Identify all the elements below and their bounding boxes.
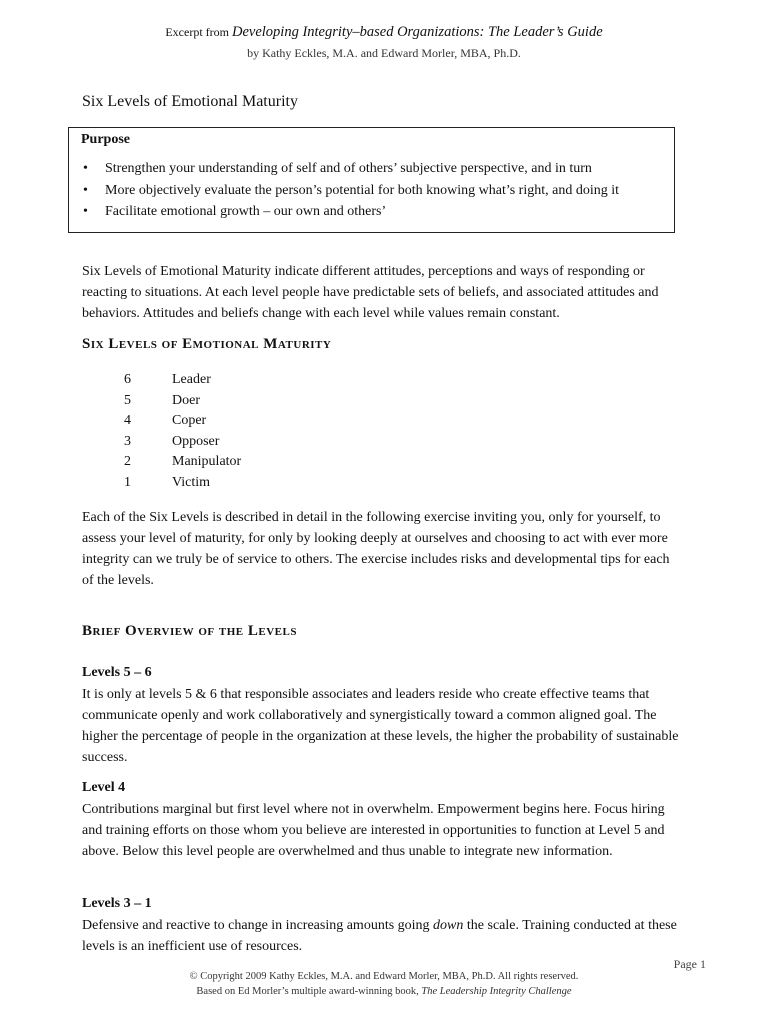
section-text-part: Defensive and reactive to change in increasing amounts going bbox=[82, 918, 434, 933]
section-text-part: the scale. Training conducted at these levels is an inefficient use of resources. bbox=[82, 918, 677, 954]
section-text-levels-5-6: It is only at levels 5 & 6 that responsible associates and leaders reside who create effective teams that communicate openly and work collaboratively and synergistically toward a common aligned goal. The higher the percentage of people in the organization at these levels, the higher the probability of sustainable success. bbox=[82, 687, 679, 765]
purpose-box bbox=[68, 127, 675, 233]
level-row bbox=[124, 473, 241, 494]
level-number: 4 bbox=[124, 413, 131, 429]
section-text-levels-3-1 bbox=[82, 915, 682, 957]
level-name: Leader bbox=[172, 372, 211, 387]
overview-heading: Brief Overview of the Levels bbox=[82, 623, 297, 639]
footer-based-on-prefix: Based on Ed Morler’s multiple award-winning book, bbox=[196, 986, 422, 997]
purpose-item bbox=[81, 158, 662, 180]
purpose-item-text: More objectively evaluate the person’s potential for both knowing what’s right, and doing it bbox=[105, 182, 620, 198]
section-heading-levels-3-1: Levels 3 – 1 bbox=[82, 896, 152, 911]
level-number: 2 bbox=[124, 454, 131, 470]
level-number: 6 bbox=[124, 372, 131, 387]
footer-copyright: © Copyright 2009 Kathy Eckles, M.A. and Edward Morler, MBA, Ph.D. All rights reserved. bbox=[189, 971, 579, 982]
bullet-icon: • bbox=[83, 204, 88, 219]
section-text-level-4: Contributions marginal but first level where not in overwhelm. Empowerment begins here. Focus hiring and training efforts on those whom you believe are interested in opportunities to function at Level 5 and above. Below this level people are overwhelmed and thus unable to integrate new information. bbox=[82, 802, 665, 859]
header-prefix: Excerpt from bbox=[165, 25, 229, 39]
purpose-item bbox=[81, 180, 662, 202]
header-authors: by Kathy Eckles, M.A. and Edward Morler, MBA, Ph.D. bbox=[247, 46, 521, 60]
purpose-list bbox=[81, 158, 662, 223]
footer-book-title: The Leadership Integrity Challenge bbox=[421, 986, 572, 997]
level-number: 3 bbox=[124, 433, 131, 449]
page-number: Page 1 bbox=[673, 957, 706, 971]
level-number: 1 bbox=[124, 474, 131, 490]
header-book-title: Developing Integrity–based Organizations: The Leader’s Guide bbox=[231, 24, 603, 40]
level-number: 5 bbox=[124, 392, 131, 408]
level-row bbox=[124, 411, 241, 432]
emphasis-text: down bbox=[433, 918, 464, 933]
purpose-item-text: Strengthen your understanding of self and of others’ subjective perspective, and in turn bbox=[105, 161, 592, 176]
level-row bbox=[124, 432, 241, 453]
level-name: Manipulator bbox=[172, 454, 242, 470]
bullet-icon: • bbox=[83, 182, 88, 198]
purpose-title: Purpose bbox=[81, 132, 130, 147]
purpose-item bbox=[81, 201, 662, 223]
level-row bbox=[124, 452, 241, 473]
intro-paragraph: Six Levels of Emotional Maturity indicate different attitudes, perceptions and ways of responding or reacting to situations. At each level people have predictable sets of beliefs, and associated attitudes and behaviors. Attitudes and beliefs change with each level while values remain constant. bbox=[82, 264, 659, 321]
levels-list bbox=[124, 370, 241, 494]
level-name: Doer bbox=[172, 392, 200, 408]
levels-heading: Six Levels of Emotional Maturity bbox=[82, 336, 332, 352]
page-title: Six Levels of Emotional Maturity bbox=[82, 93, 298, 110]
bullet-icon: • bbox=[83, 161, 88, 176]
exercise-paragraph: Each of the Six Levels is described in detail in the following exercise inviting you, only for yourself, to assess your level of maturity, for only by looking deeply at ourselves and choosing to act with ever more integrity can we truly be of service to others. The exercise includes risks and developmental tips for each of the levels. bbox=[82, 510, 670, 588]
purpose-item-text: Facilitate emotional growth – our own and others’ bbox=[105, 204, 387, 219]
section-heading-level-4: Level 4 bbox=[82, 780, 126, 795]
header-excerpt-line bbox=[0, 24, 768, 41]
section-heading-levels-5-6: Levels 5 – 6 bbox=[82, 665, 152, 680]
footer-based-on bbox=[0, 986, 768, 997]
level-name: Coper bbox=[172, 413, 207, 429]
level-name: Victim bbox=[172, 474, 211, 490]
level-row bbox=[124, 370, 241, 391]
level-row bbox=[124, 391, 241, 412]
level-name: Opposer bbox=[172, 433, 220, 449]
